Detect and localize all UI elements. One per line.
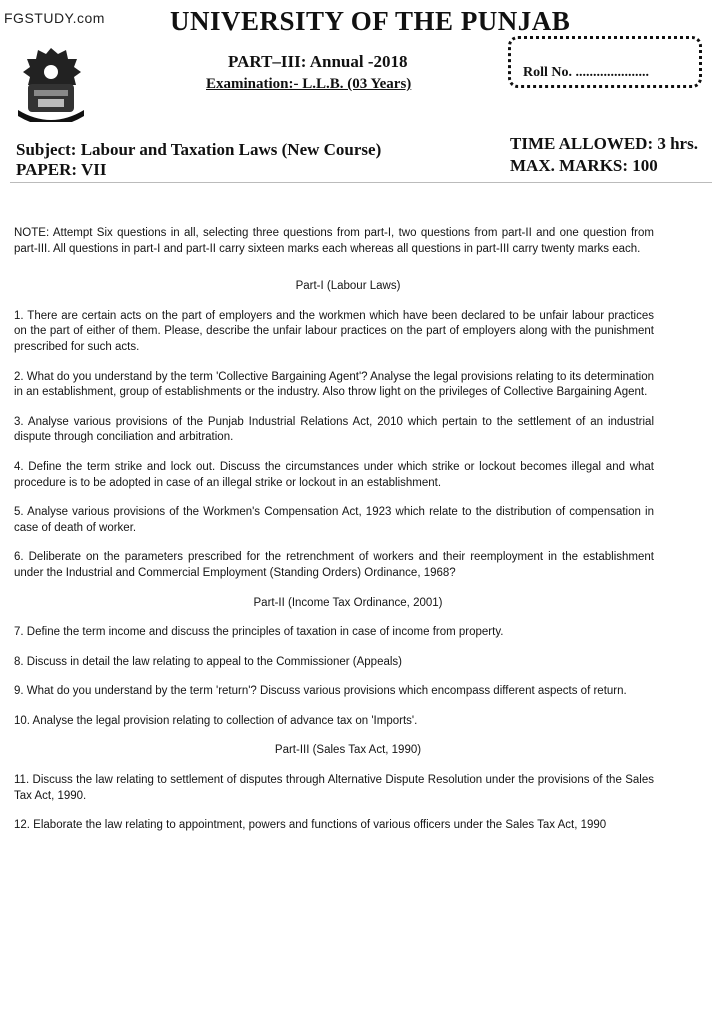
question: 3. Analyse various provisions of the Punjab Industrial Relations Act, 2010 which pertain to the settlement of an industrial dispute through conciliation and arbitration. — [14, 415, 654, 444]
instructions-note: NOTE: Attempt Six questions in all, selecting three questions from part-I, two questions from part-II and one question from part-III. All questions in part-I and part-II carry sixteen marks each whereas all questions in part-III carry twenty marks each. — [14, 227, 654, 255]
question: 7. Define the term income and discuss the principles of taxation in case of income from property. — [14, 626, 504, 639]
section-heading-part-2: Part-II (Income Tax Ordinance, 2001) — [253, 596, 443, 609]
question: 9. What do you understand by the term 'return'? Discuss various provisions which encompass different aspects of return. — [14, 685, 627, 698]
question: 6. Deliberate on the parameters prescribed for the retrenchment of workers and their reemployment in the establishment under the Industrial and Commercial Employment (Standing Orders) Ordinance, 1968? — [14, 551, 654, 579]
part-annual: PART–III: Annual -2018 — [228, 52, 408, 71]
watermark: FGSTUDY.com — [4, 10, 105, 26]
university-crest-icon — [14, 44, 88, 122]
question: 4. Define the term strike and lock out. Discuss the circumstances under which strike or lockout becomes illegal and what procedure is to be adopted in case of an illegal strike or lockout in an establishment. — [14, 460, 654, 489]
roll-number-box — [508, 36, 702, 88]
question: 2. What do you understand by the term 'Collective Bargaining Agent'? Analyse the legal provisions relating to its determination in an establishment, group of establishments or the industry. Also throw light on the privileges of Collective Bargaining Agent. — [14, 370, 654, 399]
roll-number-label: Roll No. ..................... — [523, 65, 649, 80]
subject: Subject: Labour and Taxation Laws (New Course) — [16, 140, 382, 159]
question: 1. There are certain acts on the part of employers and the workmen which have been declared to be unfair labour practices on the part of either of them. Please, describe the unfair labour practices on the part of employers along with the punishment prescribed for such acts. — [14, 309, 654, 353]
university-title: UNIVERSITY OF THE PUNJAB — [170, 6, 571, 36]
paper-number: PAPER: VII — [16, 160, 107, 179]
header-divider — [10, 182, 712, 183]
question: 8. Discuss in detail the law relating to appeal to the Commissioner (Appeals) — [14, 655, 402, 668]
question: 11. Discuss the law relating to settlement of disputes through Alternative Dispute Resolution under the provisions of the Sales Tax Act, 1990. — [14, 774, 654, 802]
question: 5. Analyse various provisions of the Workmen's Compensation Act, 1923 which relate to the distribution of compensation in case of death of worker. — [14, 506, 654, 534]
question: 10. Analyse the legal provision relating to collection of advance tax on 'Imports'. — [14, 714, 418, 727]
max-marks: MAX. MARKS: 100 — [510, 156, 658, 175]
question-paper-body — [14, 226, 654, 848]
question: 12. Elaborate the law relating to appointment, powers and functions of various officers under the Sales Tax Act, 1990 — [14, 819, 607, 832]
examination-line: Examination:- L.L.B. (03 Years) — [206, 76, 412, 92]
time-allowed: TIME ALLOWED: 3 hrs. — [510, 134, 698, 153]
section-heading-part-1: Part-I (Labour Laws) — [295, 280, 401, 293]
section-heading-part-3: Part-III (Sales Tax Act, 1990) — [274, 744, 422, 757]
